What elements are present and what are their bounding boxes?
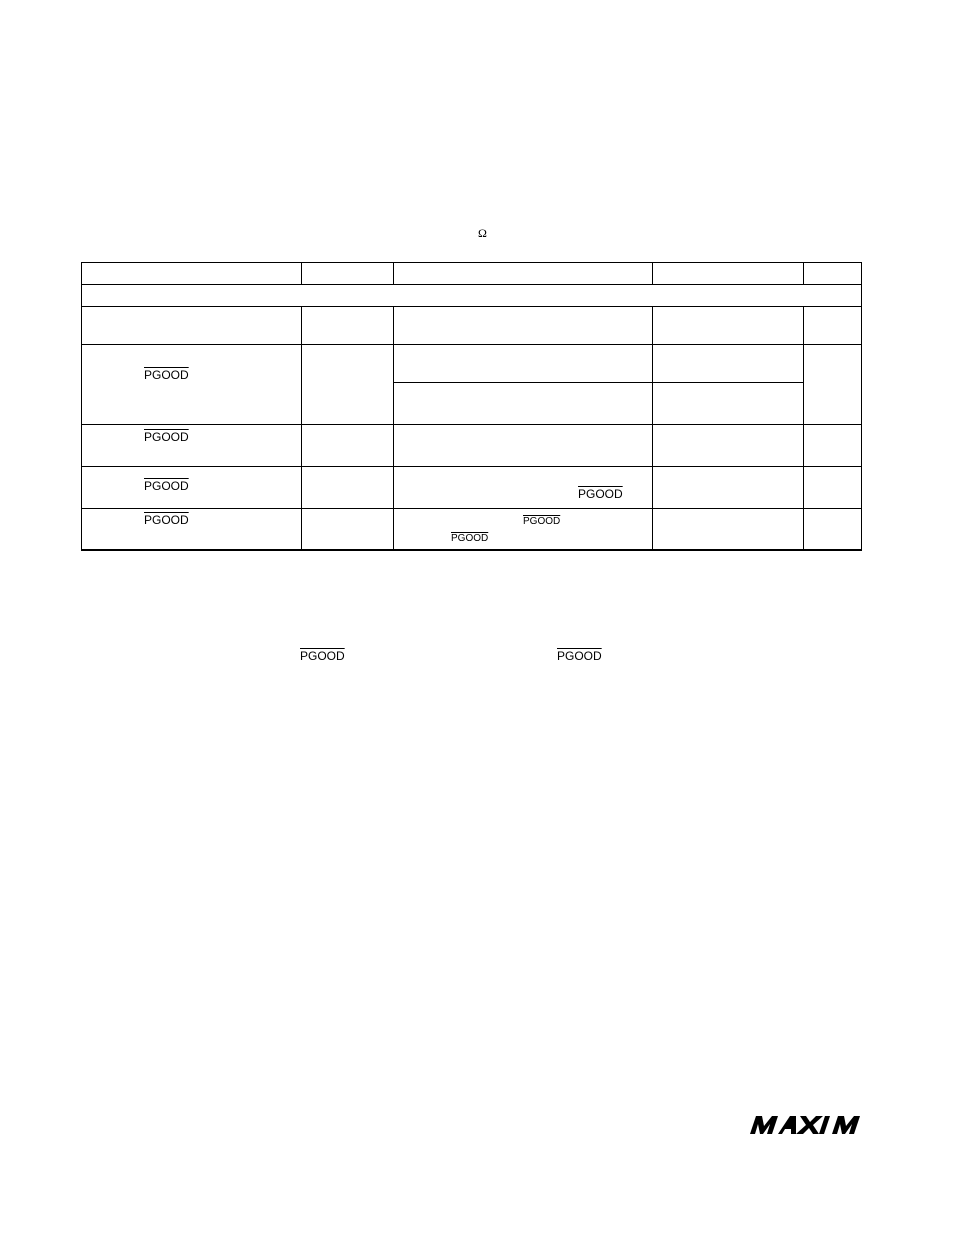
param-cell (82, 425, 302, 467)
table-row (82, 307, 862, 345)
pgood-signal-label: PGOOD (144, 513, 189, 527)
maxim-logo (750, 1114, 860, 1141)
table-row (82, 509, 862, 550)
pgood-text-reference: PGOOD (300, 649, 345, 663)
table-header-row (82, 263, 862, 285)
conditions-cell (394, 509, 653, 550)
section-title (82, 285, 862, 307)
table-row (82, 467, 862, 509)
header-units (804, 263, 862, 285)
param-cell (82, 467, 302, 509)
header-symbol (302, 263, 394, 285)
table-section-row (82, 285, 862, 307)
conditions-cell (394, 467, 653, 509)
table-row (82, 345, 862, 383)
header-values (653, 263, 804, 285)
table-row (82, 425, 862, 467)
header-conditions (394, 263, 653, 285)
electrical-characteristics-table (81, 262, 862, 551)
pgood-text-reference: PGOOD (557, 649, 602, 663)
param-cell (82, 509, 302, 550)
header-parameter (82, 263, 302, 285)
pgood-signal-label: PGOOD (523, 516, 561, 527)
maxim-logo-mark (750, 1114, 860, 1136)
pgood-signal-label: PGOOD (578, 487, 623, 501)
pgood-signal-label: PGOOD (144, 479, 189, 493)
param-cell (82, 345, 302, 425)
pgood-signal-label: PGOOD (144, 368, 189, 382)
omega-symbol: Ω (478, 226, 487, 240)
pgood-signal-label: PGOOD (451, 533, 489, 544)
pgood-signal-label: PGOOD (144, 430, 189, 444)
